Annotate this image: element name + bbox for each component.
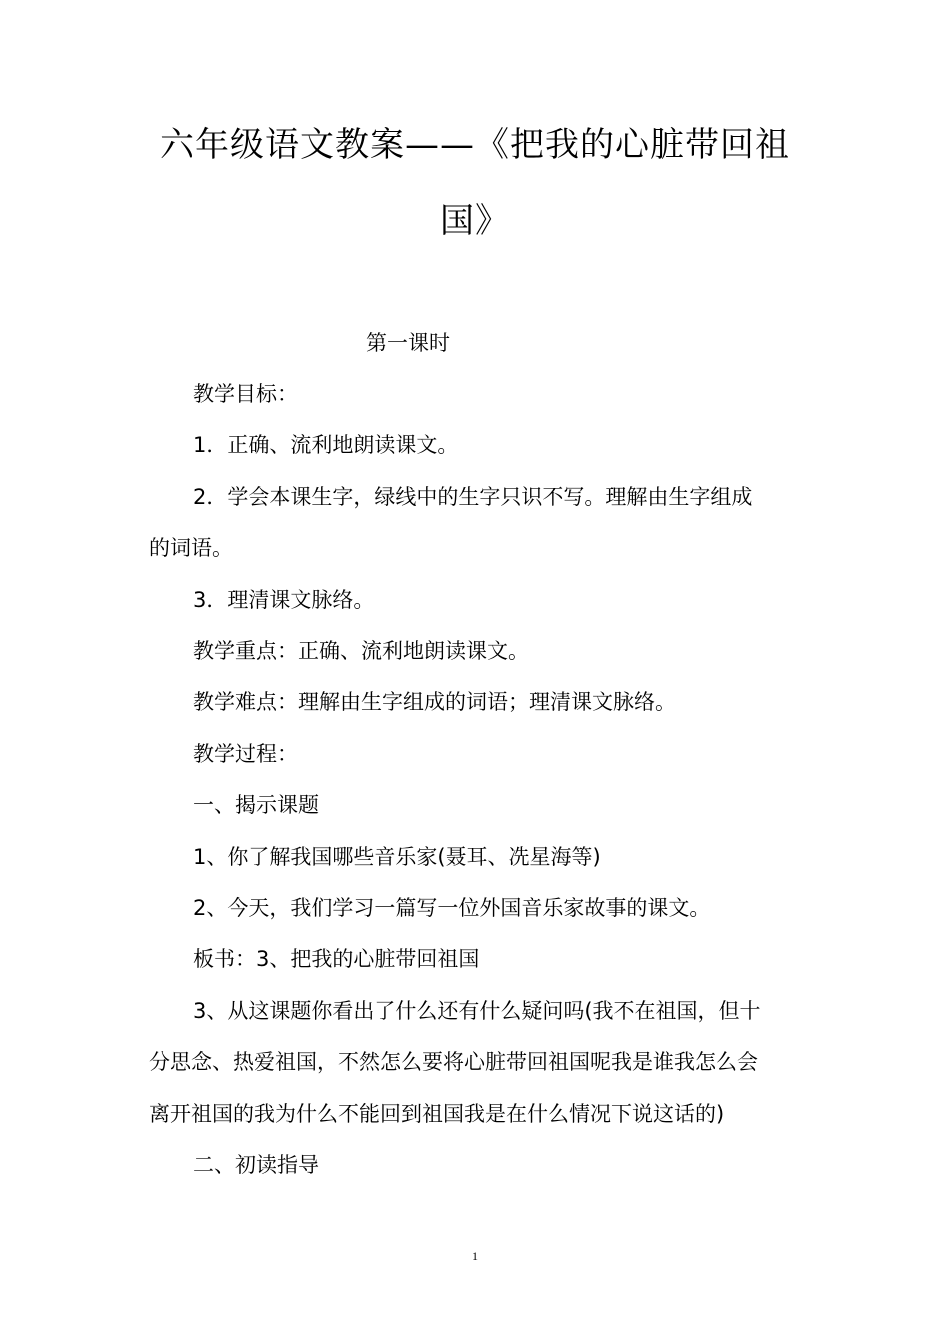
document-title-line-2: 国》 bbox=[440, 201, 510, 241]
section-subtitle: 第一课时 bbox=[366, 331, 450, 355]
paragraph-step-3-continued-1: 分思念、热爱祖国，不然怎么要将心脏带回祖国呢我是谁我怎么会 bbox=[149, 1050, 758, 1074]
paragraph-teaching-goals: 教学目标： bbox=[193, 382, 298, 406]
paragraph-difficulties: 教学难点：理解由生字组成的词语；理清课文脉络。 bbox=[193, 690, 676, 714]
paragraph-goal-2: 2．学会本课生字，绿线中的生字只识不写。理解由生字组成 bbox=[193, 485, 753, 509]
paragraph-goal-1: 1．正确、流利地朗读课文。 bbox=[193, 433, 459, 457]
paragraph-section-1-heading: 一、揭示课题 bbox=[193, 793, 319, 817]
paragraph-step-1: 1、你了解我国哪些音乐家(聂耳、冼星海等) bbox=[193, 845, 601, 869]
document-title-line-1: 六年级语文教案——《把我的心脏带回祖 bbox=[160, 125, 790, 165]
paragraph-key-points: 教学重点：正确、流利地朗读课文。 bbox=[193, 639, 529, 663]
paragraph-step-2: 2、今天，我们学习一篇写一位外国音乐家故事的课文。 bbox=[193, 896, 711, 920]
paragraph-board-writing: 板书：3、把我的心脏带回祖国 bbox=[193, 947, 480, 971]
page-number: 1 bbox=[472, 1249, 478, 1263]
paragraph-goal-3: 3．理清课文脉络。 bbox=[193, 588, 375, 612]
paragraph-step-3: 3、从这课题你看出了什么还有什么疑问吗(我不在祖国，但十 bbox=[193, 999, 761, 1023]
paragraph-goal-2-continued: 的词语。 bbox=[149, 536, 233, 560]
paragraph-section-2-heading: 二、初读指导 bbox=[193, 1153, 319, 1177]
paragraph-teaching-process: 教学过程： bbox=[193, 742, 298, 766]
paragraph-step-3-continued-2: 离开祖国的我为什么不能回到祖国我是在什么情况下说这话的) bbox=[149, 1102, 725, 1126]
